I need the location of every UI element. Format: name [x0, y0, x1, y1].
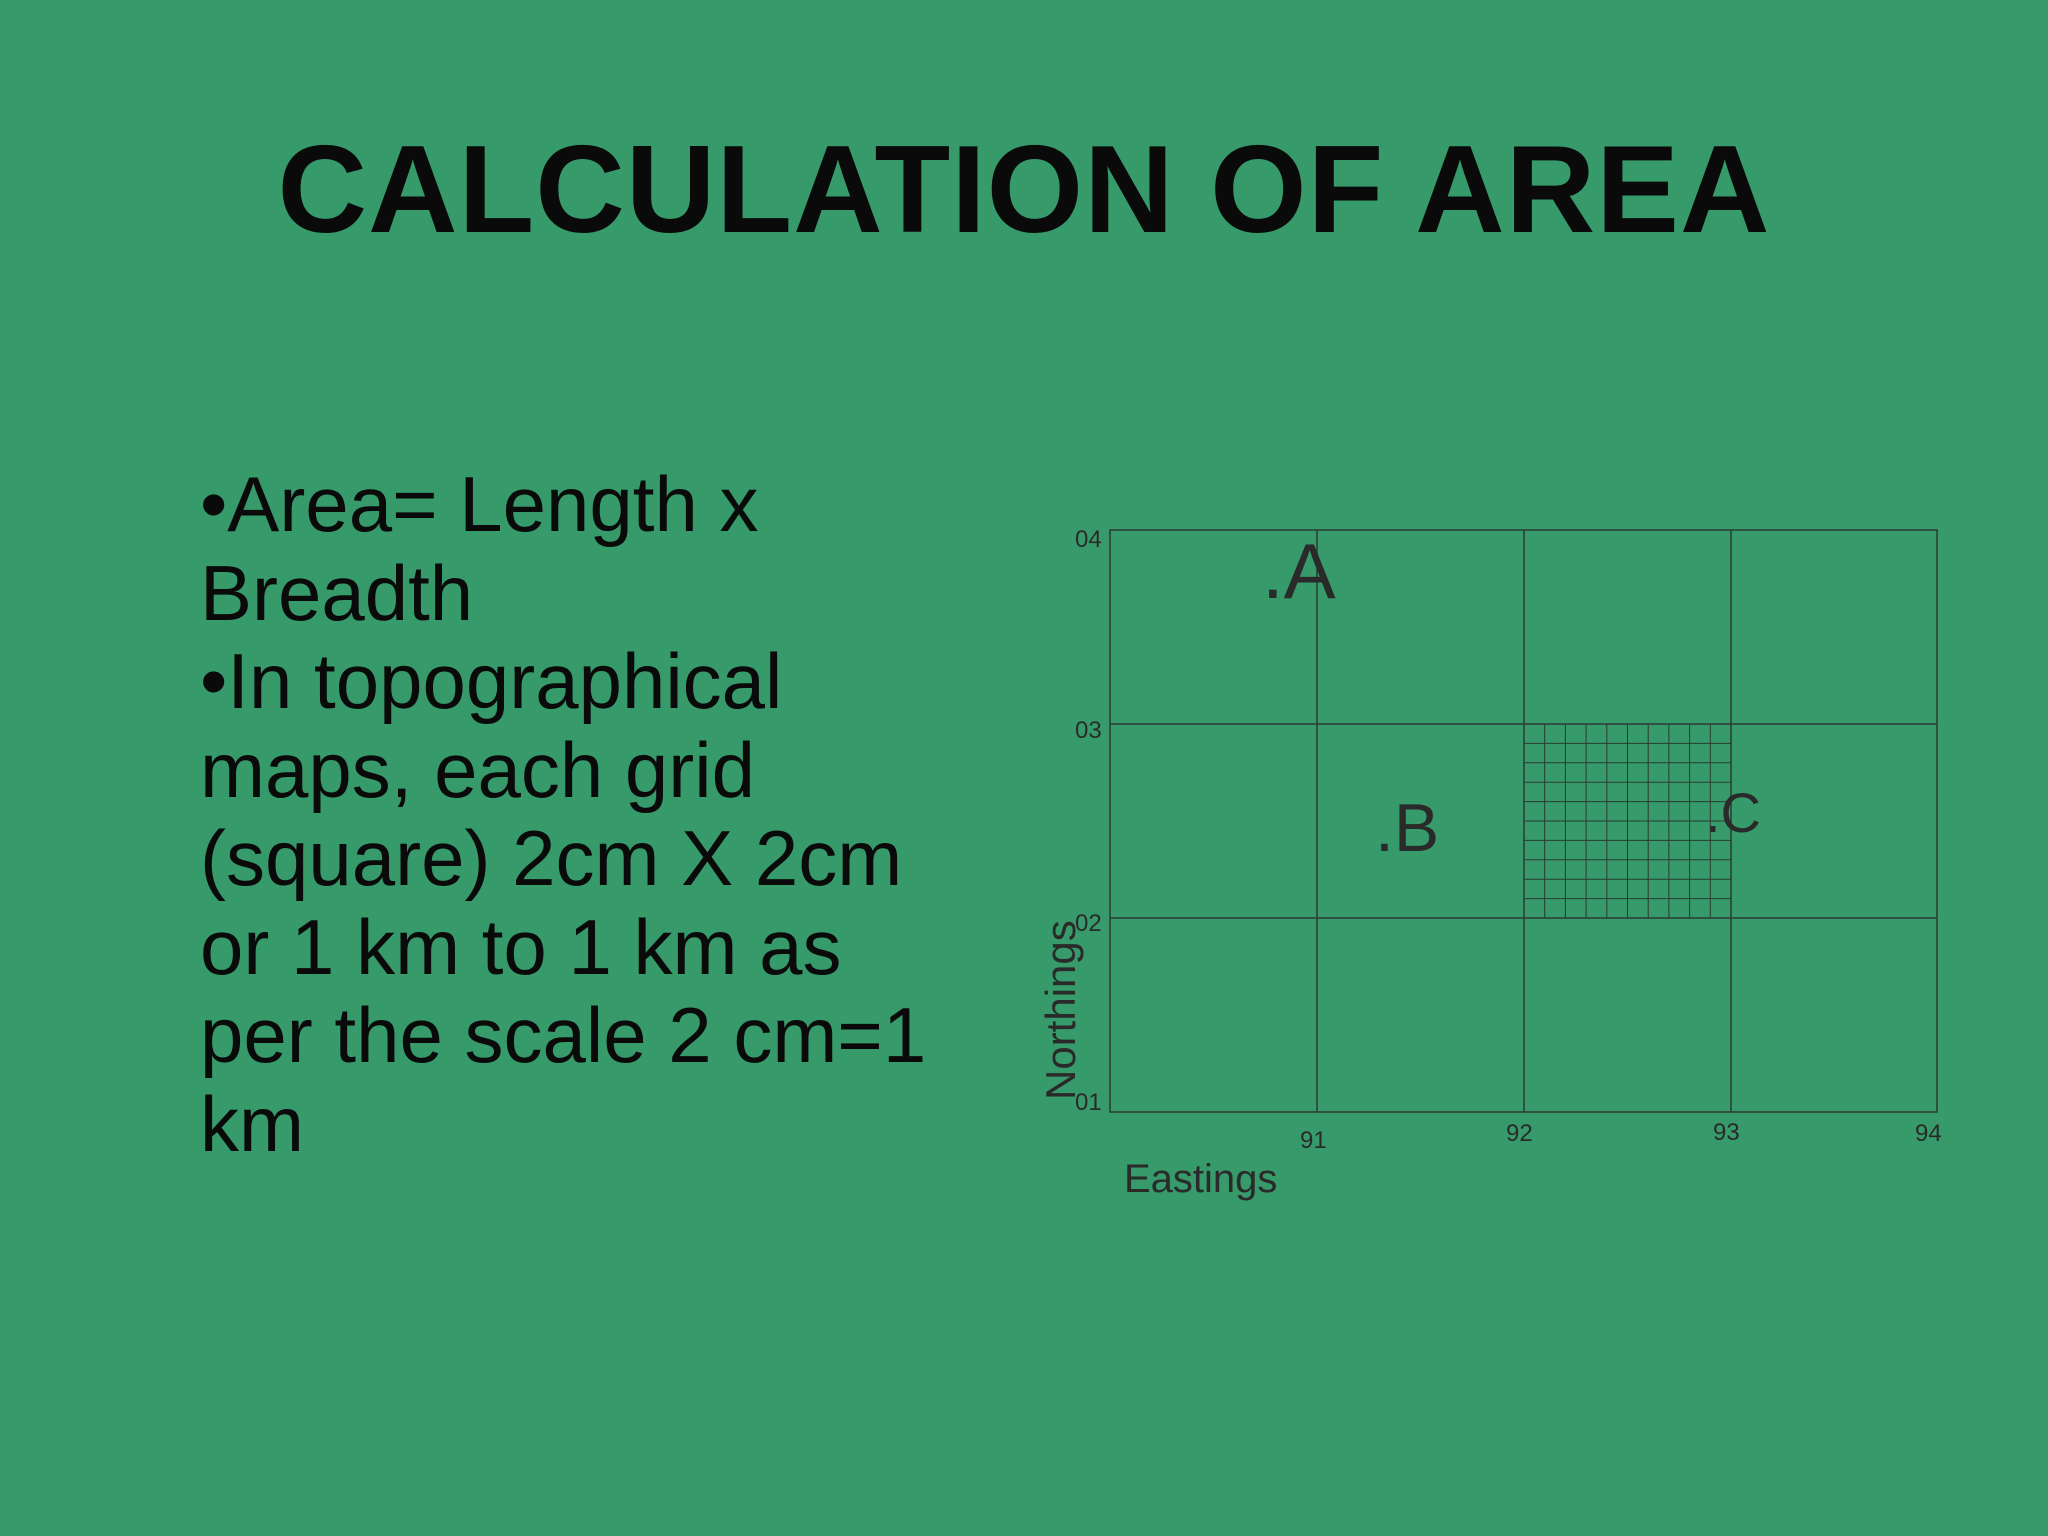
tick-easting-94: 94 — [1915, 1120, 1942, 1147]
point-label-b: .B — [1375, 790, 1440, 866]
axis-label-eastings: Eastings — [1124, 1157, 1278, 1201]
tick-northing-04: 04 — [1075, 526, 1102, 553]
tick-northing-02: 02 — [1075, 910, 1102, 937]
slide-title: CALCULATION OF AREA — [277, 121, 1771, 259]
tick-northing-03: 03 — [1075, 717, 1102, 744]
bullet-area-formula: •Area= Length x Breadth — [200, 460, 759, 637]
point-label-a: .A — [1262, 527, 1336, 615]
tick-easting-92: 92 — [1506, 1120, 1533, 1147]
axis-label-northings: Northings — [1037, 920, 1084, 1100]
tick-northing-01: 01 — [1075, 1089, 1102, 1116]
tick-easting-93: 93 — [1713, 1119, 1740, 1146]
subdivided-grid-square — [1524, 724, 1731, 918]
bullet-grid-scale: •In topographical maps, each grid (square) 2cm X 2cm or 1 km to 1 km as per the scale 2 cm=1 km — [200, 637, 927, 1168]
point-label-c: .C — [1705, 781, 1761, 844]
tick-easting-91: 91 — [1300, 1127, 1327, 1154]
